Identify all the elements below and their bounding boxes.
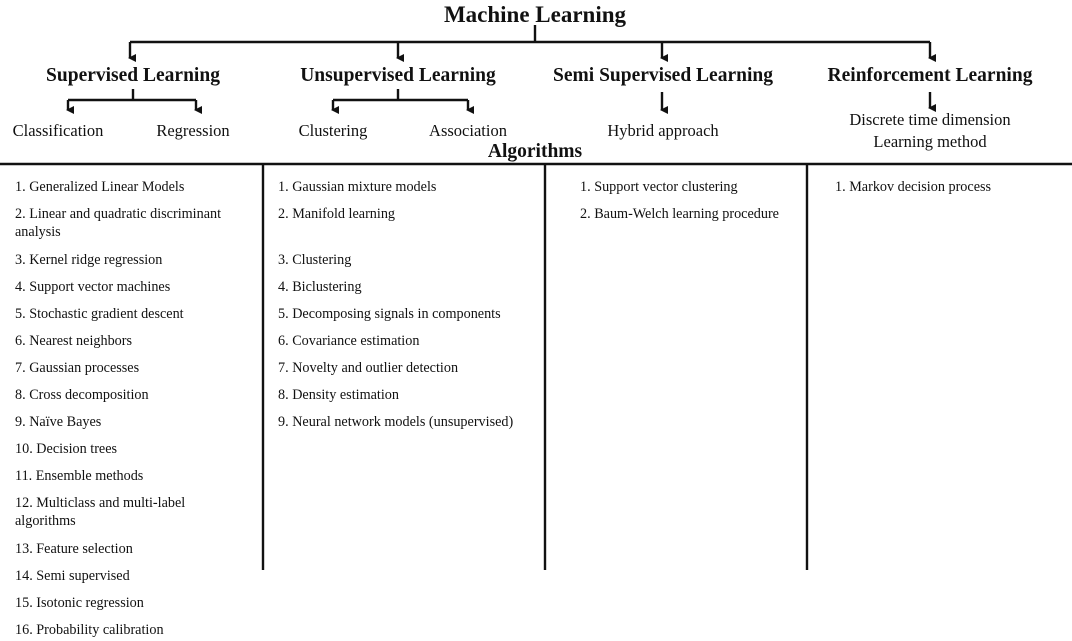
subtype-clustering: Clustering bbox=[298, 121, 368, 140]
root-title: Machine Learning bbox=[443, 2, 627, 27]
algo-unsupervised-5: 5. Decomposing signals in components bbox=[278, 306, 501, 322]
algo-supervised-14: 14. Semi supervised bbox=[15, 568, 130, 584]
subtype-classification: Classification bbox=[12, 121, 104, 140]
subtype-association: Association bbox=[429, 121, 507, 140]
algo-unsupervised-1: 1. Gaussian mixture models bbox=[278, 179, 437, 195]
algorithms-heading: Algorithms bbox=[487, 141, 583, 162]
algo-supervised-8: 8. Cross decomposition bbox=[15, 387, 149, 403]
category-semi-supervised: Semi Supervised Learning bbox=[553, 65, 773, 86]
algo-supervised-4: 4. Support vector machines bbox=[15, 279, 171, 295]
algo-supervised-5: 5. Stochastic gradient descent bbox=[15, 306, 184, 322]
algo-unsupervised-2: 2. Manifold learning bbox=[278, 206, 396, 222]
category-unsupervised: Unsupervised Learning bbox=[300, 65, 496, 86]
algo-supervised-10: 10. Decision trees bbox=[15, 441, 118, 457]
algo-unsupervised-8: 8. Density estimation bbox=[278, 387, 399, 403]
algo-supervised-6: 6. Nearest neighbors bbox=[15, 333, 133, 349]
algo-supervised-1: 1. Generalized Linear Models bbox=[15, 179, 185, 195]
algo-supervised-7: 7. Gaussian processes bbox=[15, 360, 140, 376]
algo-unsupervised-6: 6. Covariance estimation bbox=[278, 333, 420, 349]
algo-semi-supervised-1: 1. Support vector clustering bbox=[580, 179, 738, 195]
algo-supervised-2: 2. Linear and quadratic discriminant analysis bbox=[15, 206, 222, 240]
algo-reinforcement-1: 1. Markov decision process bbox=[835, 179, 992, 195]
subtype-learning-method: Learning method bbox=[873, 132, 987, 151]
category-reinforcement: Reinforcement Learning bbox=[827, 65, 1033, 86]
algo-supervised-3: 3. Kernel ridge regression bbox=[15, 252, 163, 268]
algo-supervised-16: 16. Probability calibration bbox=[15, 622, 164, 638]
algo-supervised-15: 15. Isotonic regression bbox=[15, 595, 144, 611]
subtype-discrete-time: Discrete time dimension bbox=[849, 110, 1011, 129]
category-supervised: Supervised Learning bbox=[46, 65, 220, 86]
subtype-hybrid: Hybrid approach bbox=[607, 121, 719, 140]
algo-unsupervised-3: 3. Clustering bbox=[278, 252, 352, 268]
algo-unsupervised-7: 7. Novelty and outlier detection bbox=[278, 360, 459, 376]
algo-supervised-9: 9. Naïve Bayes bbox=[15, 414, 102, 430]
subtype-regression: Regression bbox=[156, 121, 230, 140]
algo-unsupervised-4: 4. Biclustering bbox=[278, 279, 362, 295]
algo-unsupervised-9: 9. Neural network models (unsupervised) bbox=[278, 414, 514, 430]
algo-supervised-12: 12. Multiclass and multi-label algorithms bbox=[15, 495, 186, 529]
algo-supervised-11: 11. Ensemble methods bbox=[15, 468, 144, 484]
algo-semi-supervised-2: 2. Baum-Welch learning procedure bbox=[580, 206, 779, 222]
algo-supervised-13: 13. Feature selection bbox=[15, 541, 133, 557]
